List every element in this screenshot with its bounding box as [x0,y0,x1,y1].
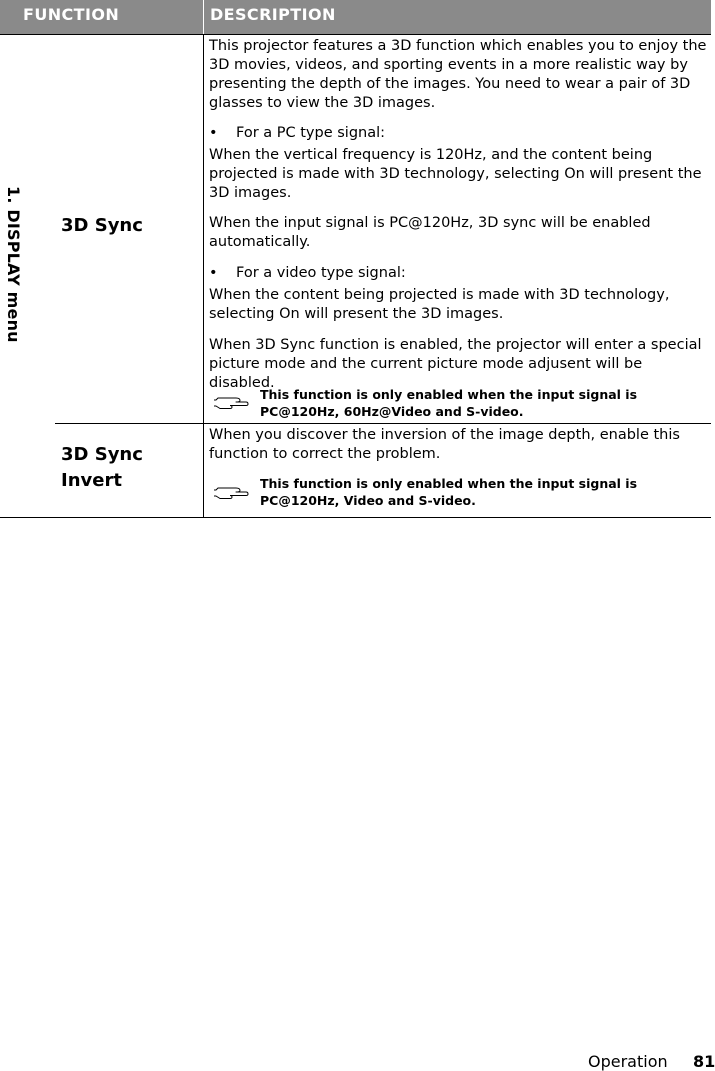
page-number: 81 [693,1052,715,1071]
table-header [0,0,711,34]
section-side-label: 1. DISPLAY menu [4,186,23,343]
function-name-3d-sync: 3D Sync [61,215,143,236]
bullet-text: For a PC type signal: [236,125,386,141]
note-text: This function is only enabled when the input signal is PC@120Hz, 60Hz@Video and S-video. [260,387,638,419]
function-name-line: Invert [61,470,122,491]
bullet-item [209,264,406,283]
function-name-3d-sync-invert [61,442,143,494]
footer-section-label: Operation [588,1052,668,1071]
description-paragraph: When 3D Sync function is enabled, the projector will enter a special picture mode and the current picture mode adjusent will be disabled. [209,337,702,391]
description-paragraph: This projector features a 3D function which enables you to enjoy the 3D movies, videos, and sporting events in a more realistic way by presenting the depth of the images. You need to wear a pair of 3D glasses to view the 3D images. [209,38,707,111]
function-column-header: FUNCTION [23,5,120,24]
description-paragraph: When the vertical frequency is 120Hz, and the content being projected is made with 3D technology, selecting On will present the 3D images. [209,147,702,201]
row-divider [55,423,711,424]
bullet-item [209,124,385,143]
description-column-header: DESCRIPTION [210,5,336,24]
description-paragraph: When you discover the inversion of the image depth, enable this function to correct the problem. [209,427,680,462]
description-paragraph: When the content being projected is made with 3D technology, selecting On will present the 3D images. [209,287,670,322]
description-paragraph: When the input signal is PC@120Hz, 3D sync will be enabled automatically. [209,215,651,250]
bullet-char: • [209,265,218,281]
column-divider [203,34,204,518]
table-top-rule [0,34,711,35]
table-bottom-rule [0,517,711,518]
pointing-hand-icon [212,484,248,502]
bullet-char: • [209,125,218,141]
function-name-line: 3D Sync [61,444,143,465]
note-text: This function is only enabled when the input signal is PC@120Hz, Video and S-video. [260,476,638,508]
pointing-hand-icon [212,394,248,412]
bullet-text: For a video type signal: [236,265,406,281]
